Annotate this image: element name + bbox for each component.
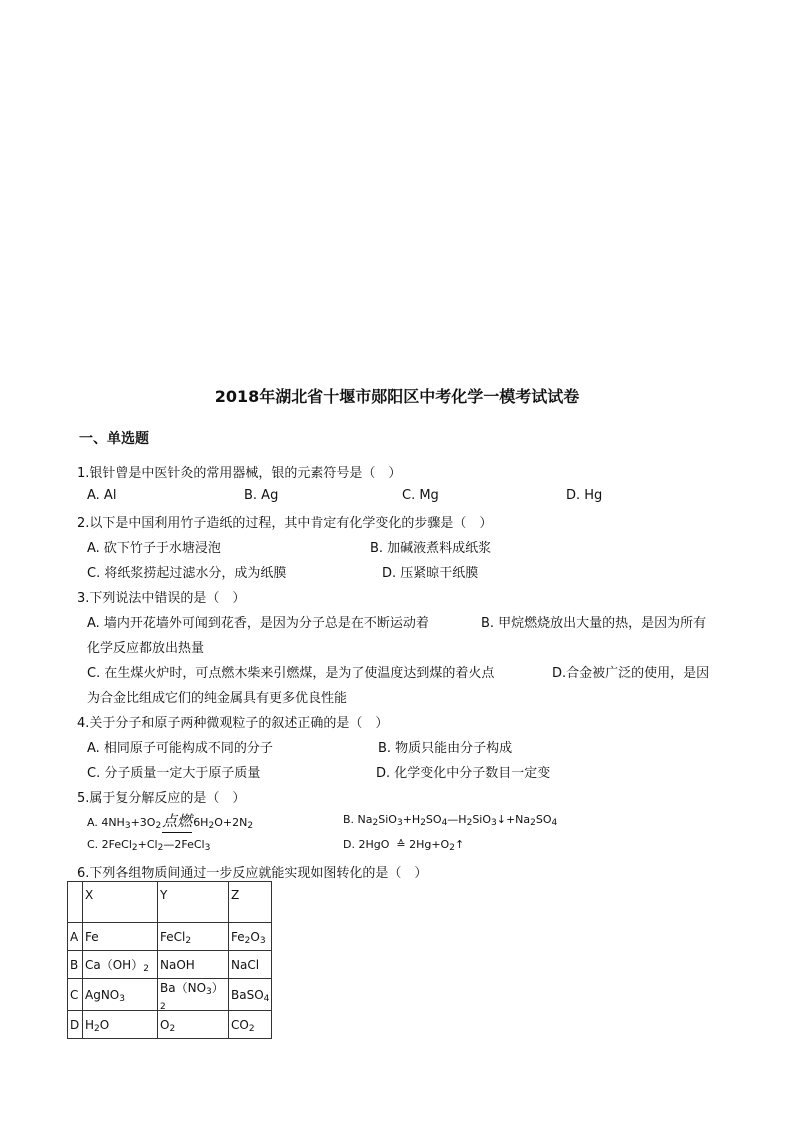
- cell-x: $H_2O$: [83, 1011, 158, 1039]
- cell-y: FeCl$_2$: [158, 923, 229, 951]
- cell-z: NaCl: [229, 951, 272, 979]
- cell-x: AgNO$_3$: [83, 979, 158, 1011]
- question-1-stem: 1.银针曾是中医针灸的常用器械，银的元素符号是（ ）: [77, 466, 402, 481]
- q4-option-c: C. 分子质量一定大于原子质量: [87, 766, 261, 781]
- row-label: A: [68, 923, 83, 951]
- table-row: [68, 951, 272, 979]
- q3-option-d: D.合金被广泛的使用，是因: [552, 666, 710, 681]
- question-2-stem: 2.以下是中国利用竹子造纸的过程，其中肯定有化学变化的步骤是（ ）: [77, 516, 493, 531]
- page-title: 2018年湖北省十堰市郧阳区中考化学一模考试试卷: [214, 387, 580, 406]
- q1-option-b: B. Ag: [244, 488, 279, 503]
- q5-option-d: D. 2HgO ≙ $2Hg+O_2↑$: [343, 838, 465, 853]
- table-header-cell: Y: [158, 882, 229, 923]
- cell-y: NaOH: [158, 951, 229, 979]
- table-header-cell: Z: [229, 882, 272, 923]
- table-row: [68, 979, 272, 1011]
- cell-z: $Fe_2O_3$: [229, 923, 272, 951]
- cell-z: $CO_2$: [229, 1011, 272, 1039]
- question-4-stem: 4.关于分子和原子两种微观粒子的叙述正确的是（ ）: [77, 716, 389, 731]
- table-row: [68, 923, 272, 951]
- q2-option-d: D. 压紧晾干纸膜: [382, 566, 479, 581]
- q1-option-d: D. Hg: [566, 488, 603, 503]
- q4-option-a: A. 相同原子可能构成不同的分子: [87, 741, 273, 756]
- q2-option-c: C. 将纸浆捞起过滤水分，成为纸膜: [87, 566, 287, 581]
- question-3-stem: 3.下列说法中错误的是（ ）: [77, 591, 246, 606]
- row-label: C: [68, 979, 83, 1011]
- row-label: B: [68, 951, 83, 979]
- q3-option-b: B. 甲烷燃烧放出大量的热，是因为所有: [481, 616, 707, 631]
- cell-x: Fe: [83, 923, 158, 951]
- q4-option-b: B. 物质只能由分子构成: [378, 741, 513, 756]
- q1-option-c: C. Mg: [402, 488, 439, 503]
- question-6-stem: 6.下列各组物质间通过一步反应就能实现如图转化的是（ ）: [77, 866, 428, 881]
- q2-option-b: B. 加碱液煮料成纸浆: [370, 541, 492, 556]
- question-5-stem: 5.属于复分解反应的是（ ）: [77, 791, 246, 806]
- cell-z: BaSO$_4$: [229, 979, 272, 1011]
- q5-option-a: A. $4NH_3+3O_2$点燃$6H_2O+2N_2$: [87, 812, 254, 831]
- q5-option-c: C. $2FeCl_2+Cl_2—2FeCl_3$: [87, 838, 211, 853]
- q3-option-d-continued: 为合金比组成它们的纯金属具有更多优良性能: [87, 691, 348, 706]
- q5-option-b: B. $Na_2SiO_3+H_2SO_4—H_2SiO_3↓+Na_2SO_4$: [343, 813, 558, 828]
- table-header-cell: X: [83, 882, 158, 923]
- q6-table: [67, 881, 272, 1039]
- q3-option-b-continued: 化学反应都放出热量: [87, 641, 205, 656]
- row-label: D: [68, 1011, 83, 1039]
- q2-option-a: A. 砍下竹子于水塘浸泡: [87, 541, 221, 556]
- section-heading: 一、单选题: [79, 431, 149, 447]
- q3-option-a: A. 墙内开花墙外可闻到花香，是因为分子总是在不断运动着: [87, 616, 429, 631]
- cell-x: $Ca(OH)_2$: [83, 951, 158, 979]
- table-header-row: [68, 882, 272, 923]
- cell-y: $O_2$: [158, 1011, 229, 1039]
- table-row: [68, 1011, 272, 1039]
- ignite-condition: 点燃: [162, 812, 193, 830]
- cell-y: $Ba(NO_3)_2$: [158, 979, 229, 1011]
- q3-option-c: C. 在生煤火炉时，可点燃木柴来引燃煤，是为了使温度达到煤的着火点: [87, 666, 495, 681]
- table-header-cell: [68, 882, 83, 923]
- q4-option-d: D. 化学变化中分子数目一定变: [376, 766, 551, 781]
- q1-option-a: A. Al: [87, 488, 117, 503]
